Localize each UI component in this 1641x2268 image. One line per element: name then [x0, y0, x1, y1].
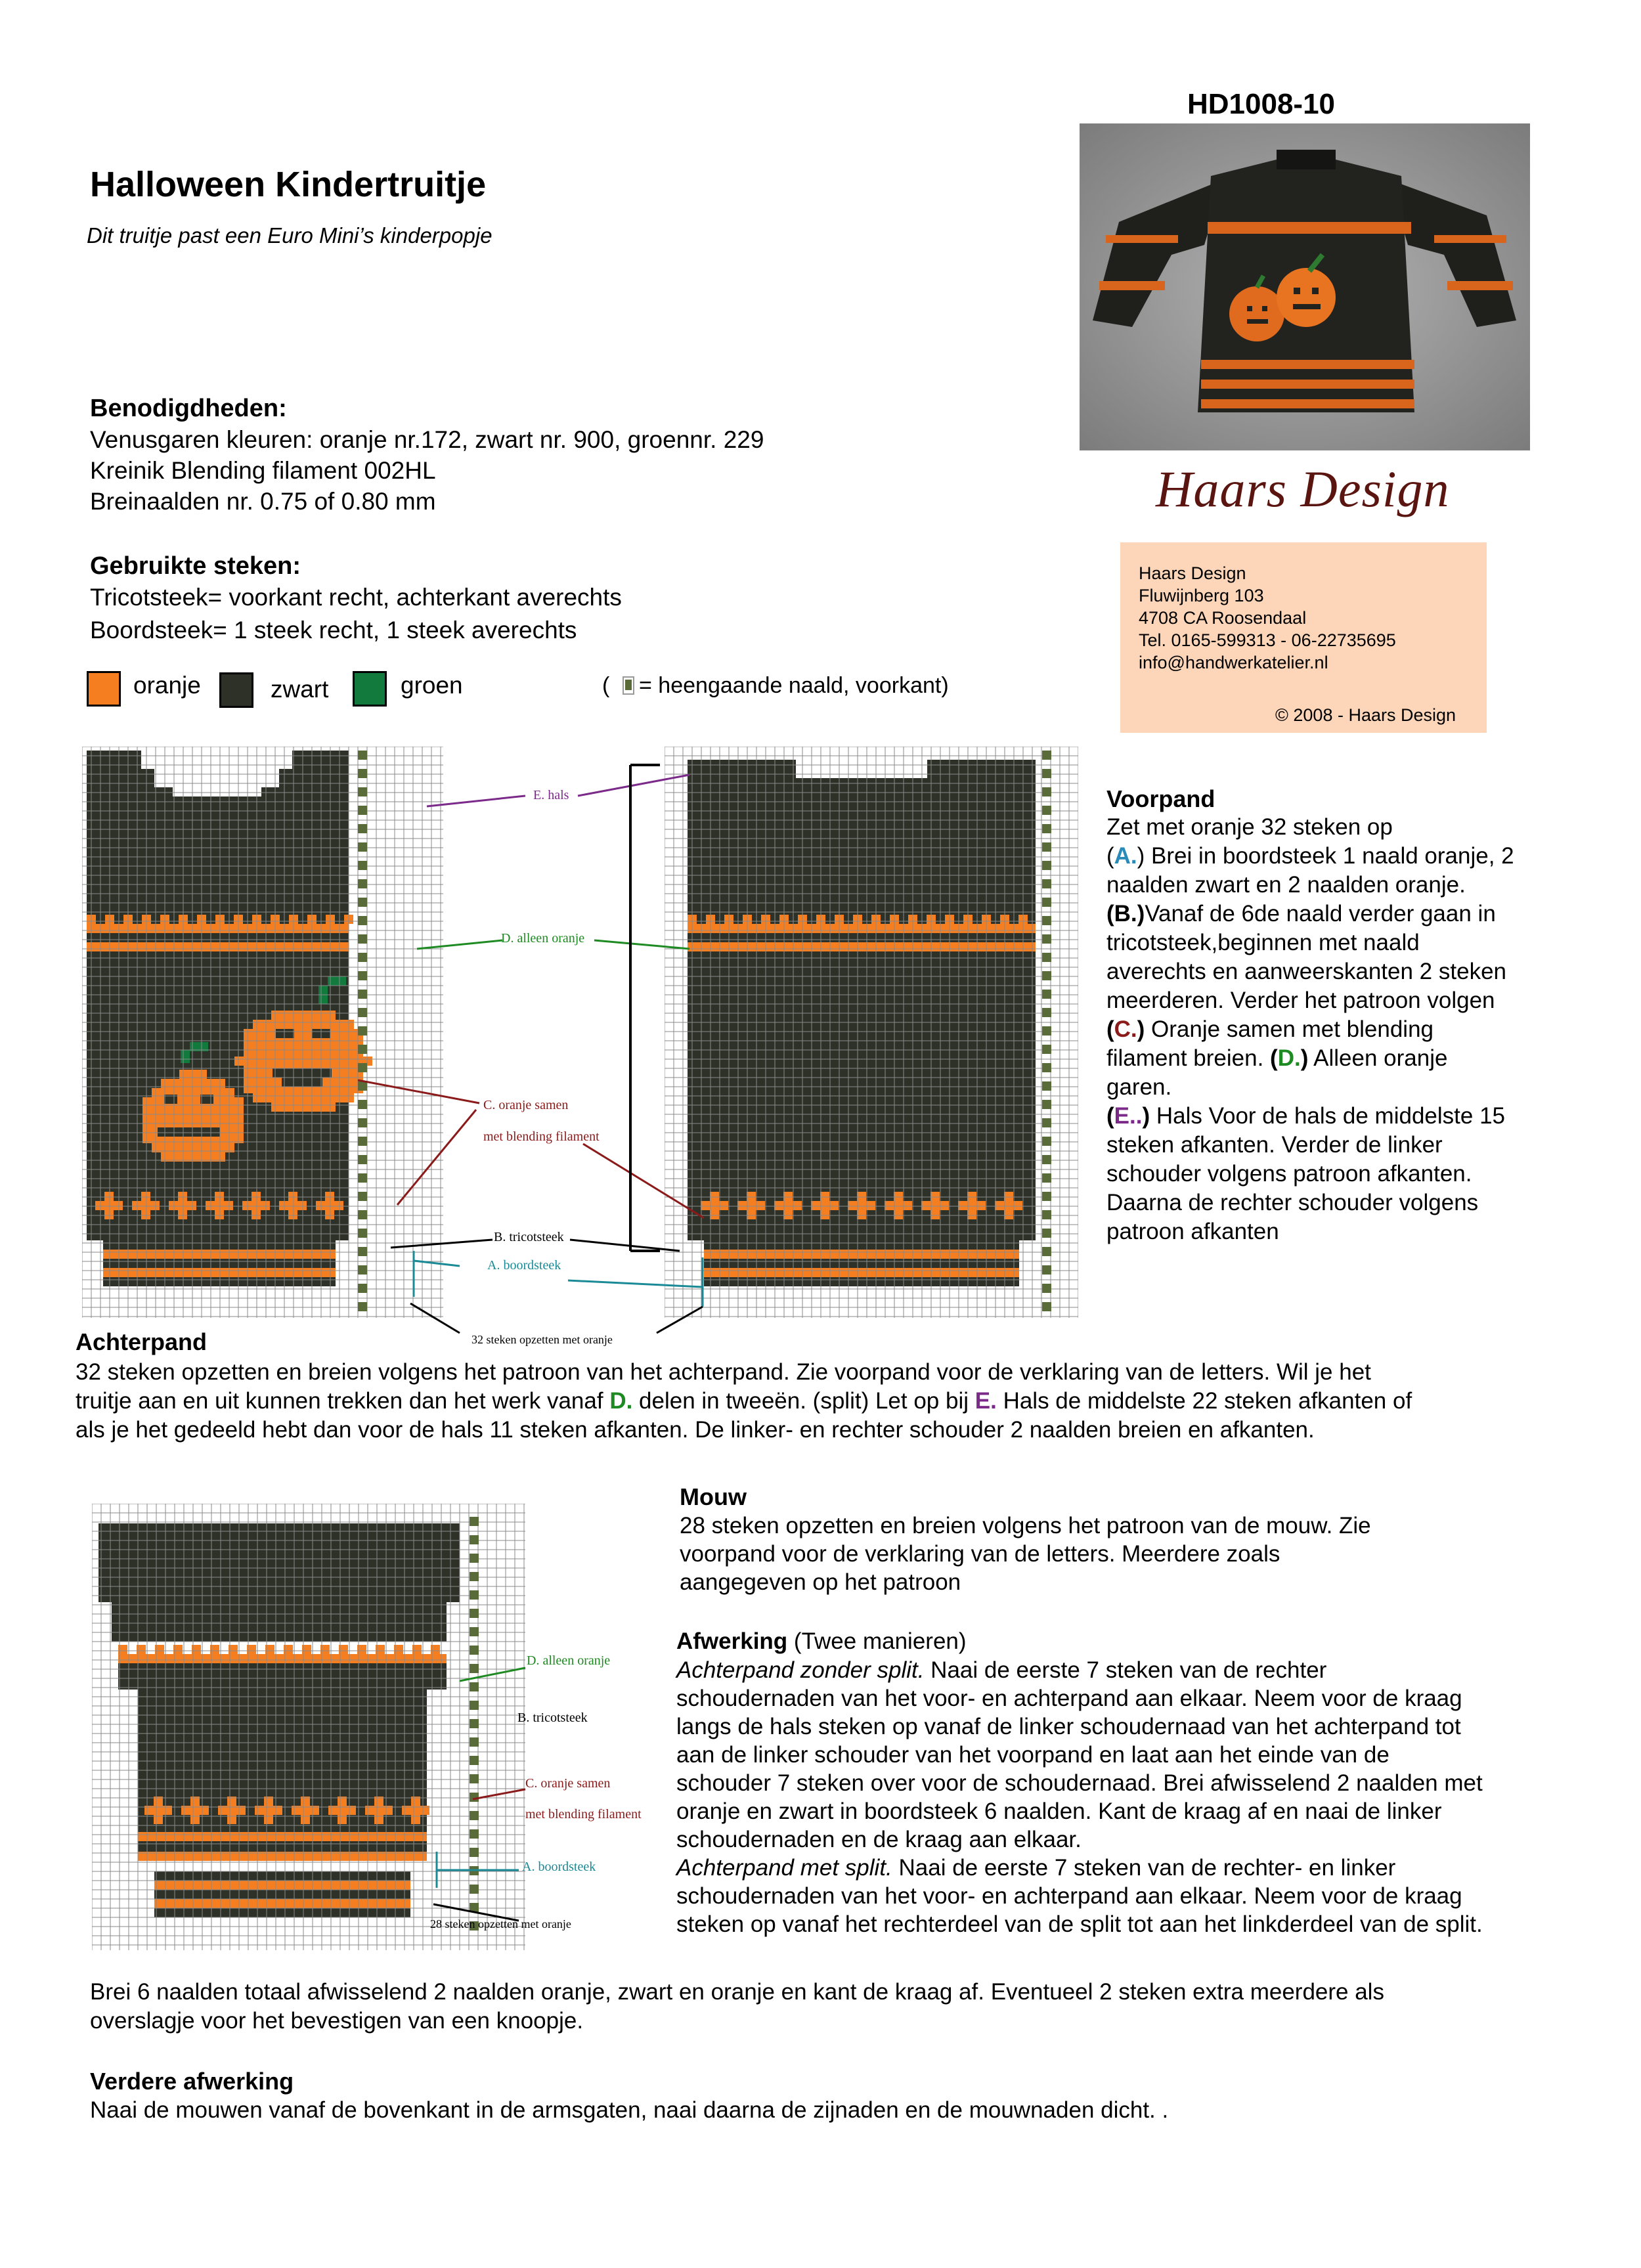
label-cast-on-28: 28 steken opzetten met oranje [430, 1917, 571, 1930]
supplies-line-1: Venusgaren kleuren: oranje nr.172, zwart nr. 900, groennr. 229 [90, 426, 764, 453]
voorpand-line-b-text: Vanaf de 6de naald verder gaan in [1145, 901, 1496, 927]
afwerking-p1-line-5: schouder 7 steken over voor de schoudernaad. Brei afwisselend 2 naalden met [676, 1770, 1483, 1796]
afwerking-p1-l1: Naai de eerste 7 steken van de rechter [924, 1657, 1327, 1683]
afwerking-p1-line-7: schoudernaden en de kraag aan elkaar. [676, 1827, 1082, 1852]
letter-c: C. [1114, 1016, 1137, 1042]
label-cast-on-32: 32 steken opzetten met oranje [471, 1333, 613, 1346]
afwerking-p2-l1: Naai de eerste 7 steken van de rechter- en linker [892, 1855, 1396, 1881]
afwerking-p1-line-1 [676, 1656, 1326, 1685]
legend-label-green: groen [401, 672, 463, 699]
letter-e: E.. [1114, 1103, 1143, 1129]
afwerking-p3-line-2: overslagje voor het bevestigen van een knoopje. [90, 2008, 584, 2034]
voorpand-line-1: Zet met oranje 32 steken op [1106, 814, 1393, 840]
page-subtitle: Dit truitje past een Euro Mini’s kinderpopje [87, 223, 492, 248]
afwerking-p1-line-3: langs de hals steken op vanaf de linker schoudernaad van het achterpand tot [676, 1714, 1461, 1739]
achterpand-letter-e: E. [974, 1388, 997, 1414]
afwerking-heading-line [676, 1627, 967, 1656]
letter-d: D. [1277, 1045, 1301, 1071]
label-sleeve-c-oranje: C. oranje samen [525, 1776, 611, 1791]
voorpand-line-e3: schouder volgens patroon afkanten. [1106, 1161, 1472, 1187]
afwerking-p2-line-2: schoudernaden van het voor- en achterpand aan elkaar. Neem voor de kraag [676, 1883, 1462, 1909]
afwerking-p1-line-2: schoudernaden van het voor- en achterpand aan elkaar. Neem voor de kraag [676, 1686, 1462, 1711]
achterpand-line-1: 32 steken opzetten en breien volgens het patroon van het achterpand. Zie voorpand voor de verklaring van de letters. Wil je het [76, 1359, 1371, 1385]
label-sleeve-d-oranje: D. alleen oranje [527, 1653, 611, 1668]
achterpand-line-2c: Hals de middelste 22 steken afkanten of [1003, 1388, 1412, 1414]
label-sleeve-c-blending: met blending filament [525, 1807, 642, 1821]
contact-phone: Tel. 0165-599313 - 06-22735695 [1139, 630, 1396, 650]
afwerking-p2-italic: Achterpand met split. [676, 1855, 892, 1881]
voorpand-heading: Voorpand [1106, 785, 1215, 812]
voorpand-line-e-text: Hals Voor de hals de middelste 15 [1156, 1103, 1505, 1129]
legend-label-orange: oranje [133, 672, 201, 699]
supplies-heading: Benodigdheden: [90, 395, 287, 422]
verdere-heading: Verdere afwerking [90, 2068, 294, 2095]
afwerking-heading: Afwerking [676, 1628, 788, 1654]
voorpand-line-b4: meerderen. Verder het patroon volgen [1106, 988, 1495, 1013]
voorpand-line-e: (E..) Hals Voor de hals de middelste 15 [1106, 1103, 1505, 1129]
voorpand-line-e5: patroon afkanten [1106, 1219, 1279, 1244]
label-sleeve-a-boord: A. boordsteek [522, 1860, 596, 1874]
achterpand-heading: Achterpand [76, 1328, 208, 1355]
letter-b: B. [1114, 901, 1137, 927]
voorpand-line-b3: averechts en aanweerskanten 2 steken [1106, 959, 1506, 984]
voorpand-line-e4: Daarna de rechter schouder volgens [1106, 1190, 1479, 1215]
mouw-line-3: aangegeven op het patroon [680, 1569, 961, 1595]
mouw-line-2: voorpand voor de verklaring van de letters. Meerdere zoals [680, 1541, 1280, 1567]
contact-name: Haars Design [1139, 563, 1246, 583]
voorpand-line-c2: filament breien. [1106, 1045, 1264, 1071]
afwerking-p1-italic: Achterpand zonder split. [676, 1657, 925, 1683]
label-a-boordsteek: A. boordsteek [487, 1258, 561, 1273]
label-e-hals: E. hals [533, 788, 569, 802]
mouw-line-1: 28 steken opzetten en breien volgens het patroon van de mouw. Zie [680, 1513, 1371, 1538]
legend-label-black: zwart [271, 676, 329, 703]
afwerking-p3-line-1: Brei 6 naalden totaal afwisselend 2 naalden oranje, zwart en oranje en kant de kraag af. Eventueel 2 steken extra meerdere als [90, 1979, 1384, 2005]
achterpand-line-3: als je het gedeeld hebt dan voor de hals 11 steken afkanten. De linker- en rechter schouder 2 naalden breien en afkanten. [76, 1417, 1315, 1443]
achterpand-letter-d: D. [609, 1388, 633, 1414]
letter-a: A. [1114, 843, 1137, 869]
label-d-alleen-oranje: D. alleen oranje [501, 931, 585, 946]
voorpand-line-c-text: Oranje samen met blending [1151, 1016, 1434, 1042]
achterpand-line-2b: delen in tweeën. (split) Let op bij [639, 1388, 969, 1414]
legend-needle-paren: ( [602, 673, 610, 698]
voorpand-line-b2: tricotsteek,beginnen met naald [1106, 930, 1420, 955]
afwerking-p2-line-3: steken op vanaf het rechterdeel van de split tot aan het linkderdeel van de split. [676, 1911, 1483, 1937]
voorpand-line-a-text: Brei in boordsteek 1 naald oranje, 2 [1151, 843, 1514, 869]
label-b-tricotsteek: B. tricotsteek [494, 1230, 564, 1244]
contact-street: Fluwijnberg 103 [1139, 586, 1264, 605]
verdere-line-1: Naai de mouwen vanaf de bovenkant in de armsgaten, naai daarna de zijnaden en de mouwnaden dicht. . [90, 2097, 1169, 2123]
mouw-heading: Mouw [680, 1483, 747, 1510]
legend-needle-text: = heengaande naald, voorkant) [639, 673, 949, 698]
label-c-blending: met blending filament [483, 1129, 600, 1144]
copyright: © 2008 - Haars Design [1275, 705, 1456, 725]
supplies-line-2: Kreinik Blending filament 002HL [90, 457, 436, 484]
achterpand-line-2 [76, 1387, 1412, 1416]
contact-city: 4708 CA Roosendaal [1139, 608, 1307, 628]
stitches-heading: Gebruikte steken: [90, 552, 301, 580]
achterpand-line-2a: truitje aan en uit kunnen trekken dan het werk vanaf [76, 1388, 603, 1414]
label-sleeve-b-tricot: B. tricotsteek [517, 1711, 588, 1725]
afwerking-p1-line-4: aan de linker schouder van het voorpand en laat aan het einde van de [676, 1742, 1389, 1768]
haars-design-logo: Haars Design [1156, 460, 1450, 517]
stitches-line-2: Boordsteek= 1 steek recht, 1 steek averechts [90, 617, 577, 643]
voorpand-line-b: (B.)Vanaf de 6de naald verder gaan in [1106, 901, 1496, 927]
pattern-code: HD1008-10 [1187, 88, 1336, 120]
supplies-line-3: Breinaalden nr. 0.75 of 0.80 mm [90, 488, 436, 515]
label-c-oranje-samen: C. oranje samen [483, 1098, 569, 1112]
contact-email: info@handwerkatelier.nl [1139, 653, 1328, 672]
voorpand-line-d2: garen. [1106, 1074, 1172, 1100]
afwerking-p1-line-6: oranje en zwart in boordsteek 6 naalden. Kant de kraag af en naai de linker [676, 1799, 1442, 1824]
voorpand-line-a2: naalden zwart en 2 naalden oranje. [1106, 872, 1466, 898]
voorpand-line-a: (A.) Brei in boordsteek 1 naald oranje, 2 [1106, 843, 1514, 869]
stitches-line-1: Tricotsteek= voorkant recht, achterkant averechts [90, 584, 622, 611]
page-title: Halloween Kindertruitje [90, 165, 487, 204]
voorpand-line-d: filament breien. (D.) Alleen oranje [1106, 1045, 1448, 1071]
afwerking-heading-note: (Twee manieren) [787, 1628, 967, 1654]
voorpand-line-c: (C.) Oranje samen met blending [1106, 1016, 1434, 1042]
voorpand-line-e2: steken afkanten. Verder de linker [1106, 1132, 1443, 1158]
afwerking-p2-line-1 [676, 1854, 1395, 1883]
voorpand-line-d-text: Alleen oranje [1313, 1045, 1448, 1071]
